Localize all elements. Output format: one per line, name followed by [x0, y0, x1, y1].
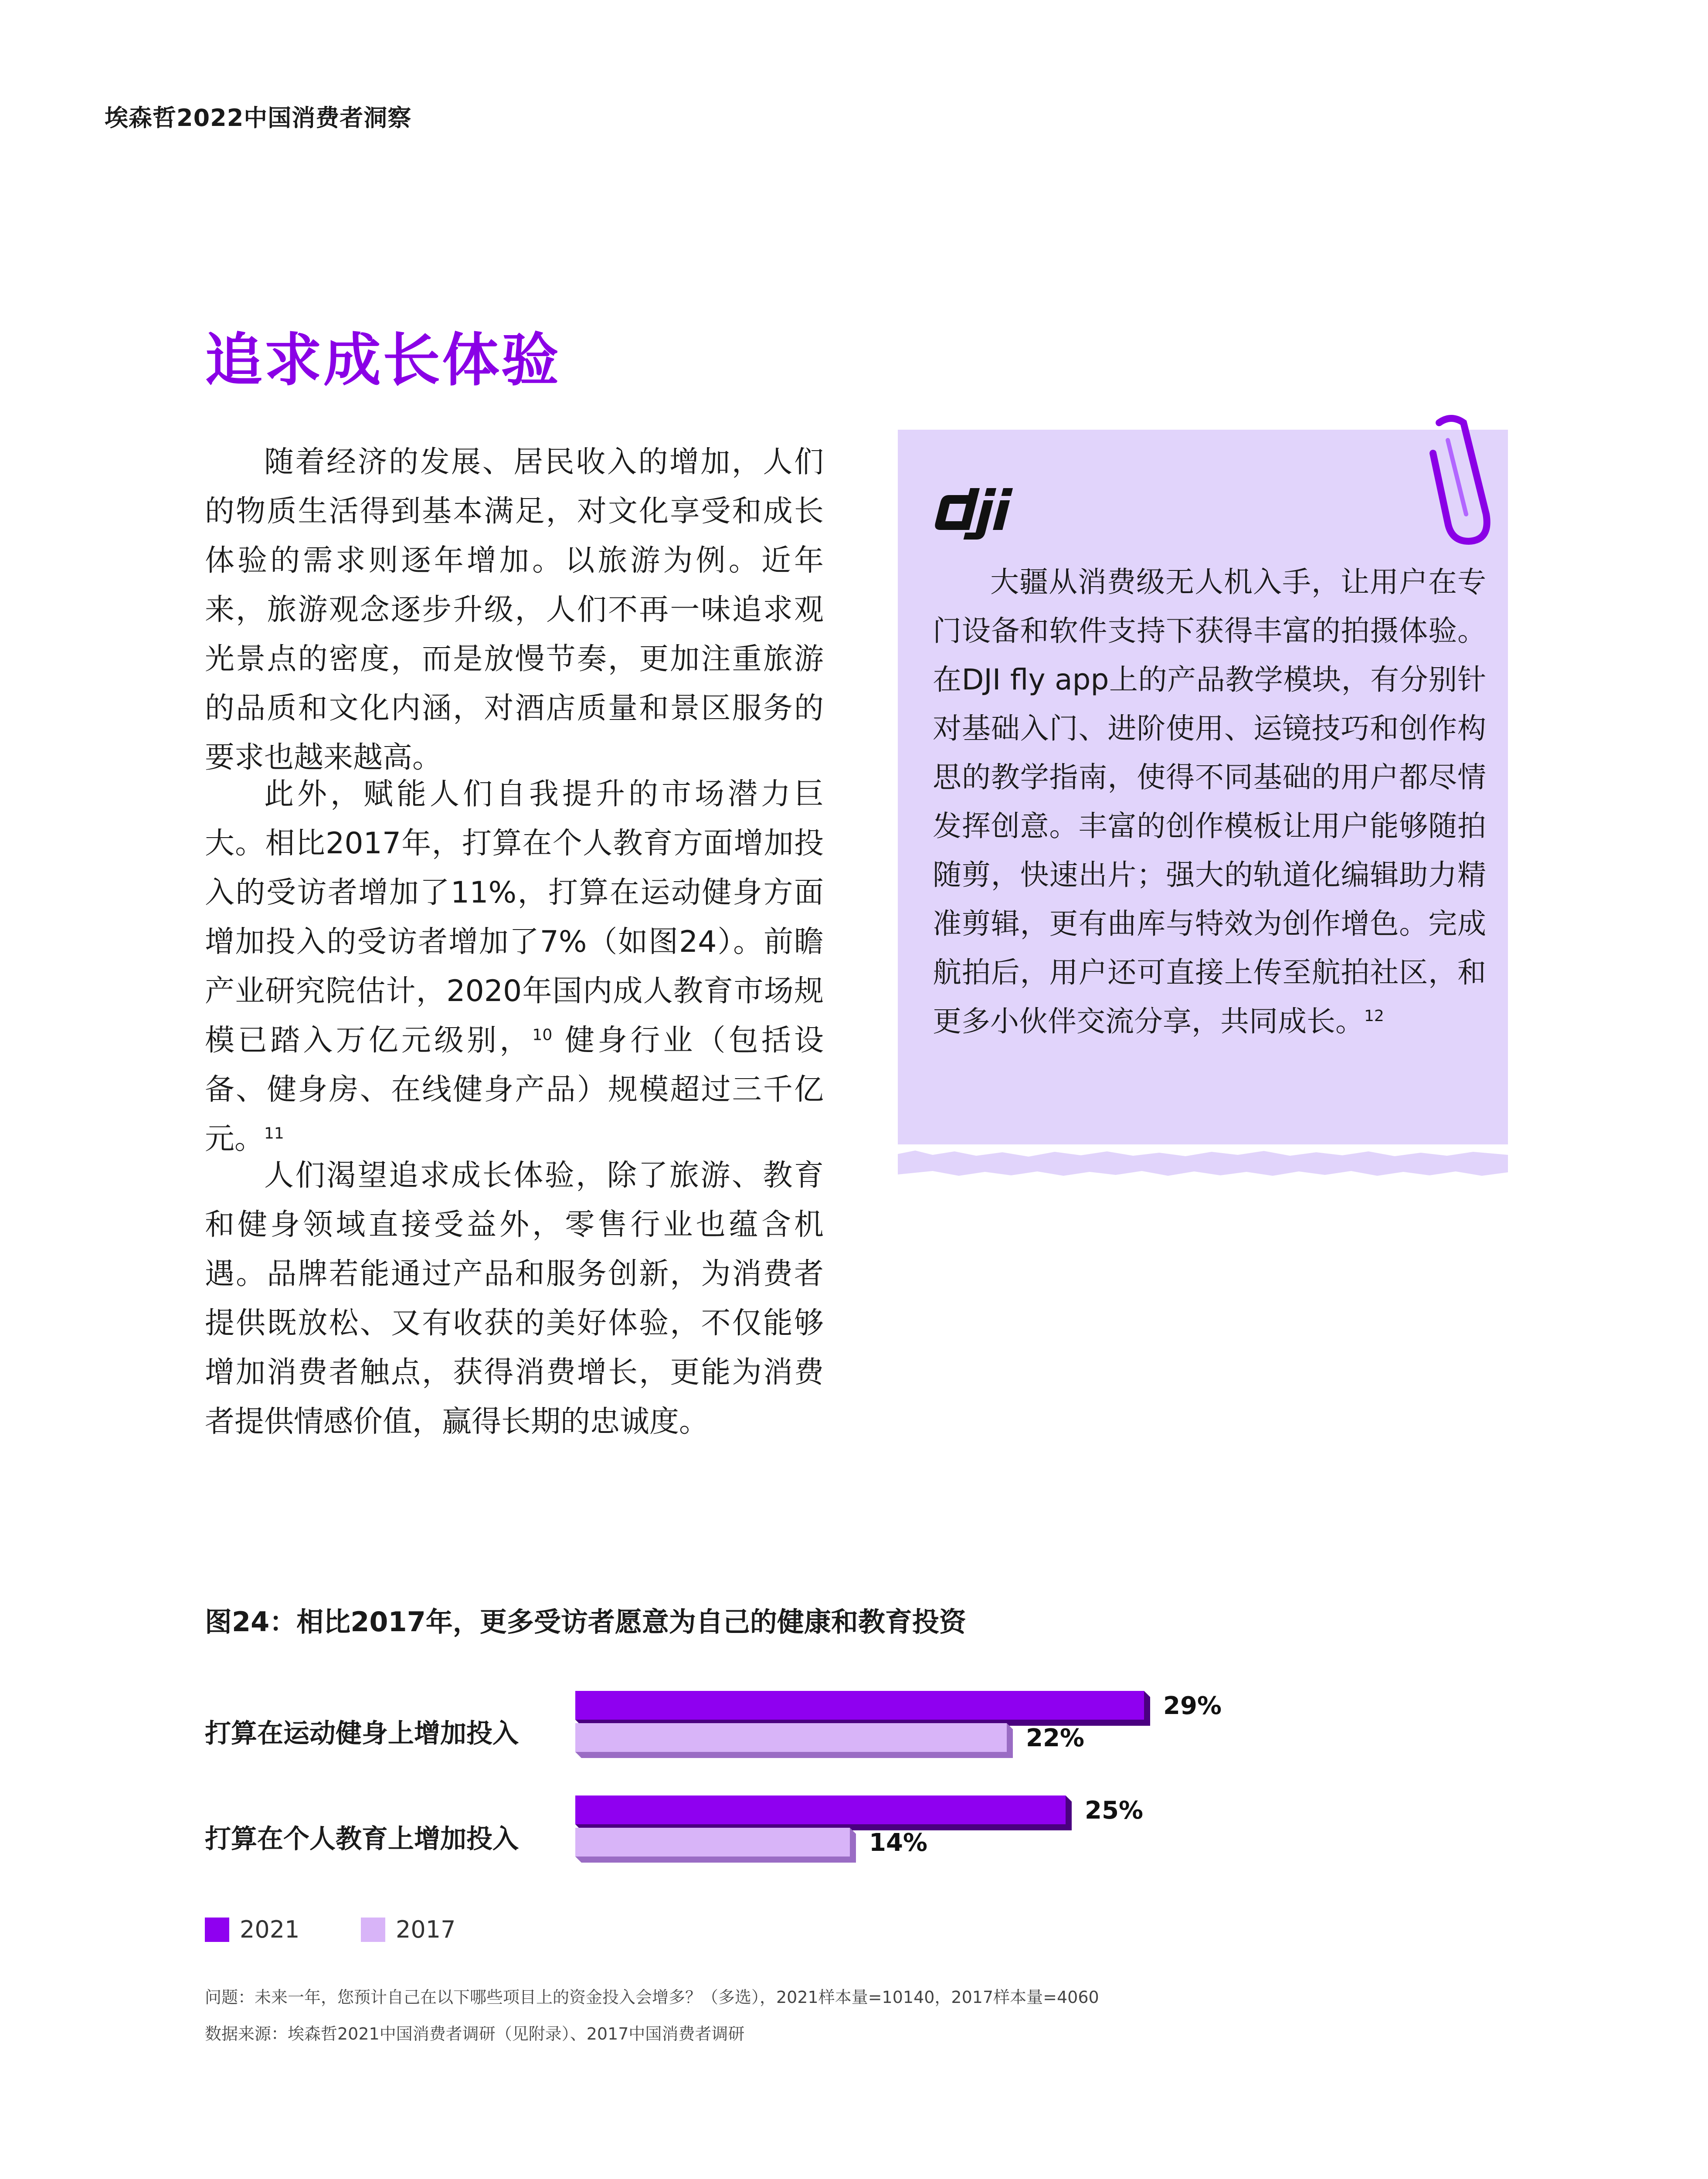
legend-label-2021: 2021: [240, 1916, 300, 1943]
dji-logo-icon: [931, 478, 1053, 543]
legend-swatch-2017: [361, 1918, 385, 1942]
body-paragraph-1: [205, 438, 824, 782]
paragraph-text: [205, 770, 824, 1164]
survey-question-note: 问题：未来一年，您预计自己在以下哪些项目上的资金投入会增多？（多选），2021样本量=10140，2017样本量=4060: [205, 1988, 1099, 2007]
paragraph-text-b: 健身行业（包括设备、健身房、在线健身产品）规模超过三千亿元。: [205, 1023, 824, 1156]
legend-swatch-2021: [205, 1918, 229, 1942]
data-label-2017-0: 22%: [1026, 1724, 1085, 1752]
footnote-ref[interactable]: 10: [532, 1026, 553, 1044]
case-study-body: 大疆从消费级无人机入手，让用户在专门设备和软件支持下获得丰富的拍摄体验。在DJI fly app上的产品教学模块，有分别针对基础入门、进阶使用、运镜技巧和创作构思的教学指南，使得不同基础的用户都尽情发挥创意。丰富的创作模板让用户能够随拍随剪，快速出片；强大的轨道化编辑助力精准剪辑，更有曲库与特效为创作增色。完成航拍后，用户还可直接上传至航拍社区，和更多小伙伴交流分享，共同成长。: [933, 565, 1486, 1038]
paragraph-text: 人们渴望追求成长体验，除了旅游、教育和健身领域直接受益外，零售行业也蕴含机遇。品牌若能通过产品和服务创新，为消费者提供既放松、又有收获的美好体验，不仅能够增加消费者触点，获得消费增长，更能为消费者提供情感价值，赢得长期的忠诚度。: [205, 1158, 824, 1439]
paperclip-icon: [1421, 414, 1495, 545]
footnote-ref[interactable]: 11: [264, 1124, 284, 1143]
data-label-2021-0: 29%: [1163, 1692, 1222, 1720]
category-label-education: 打算在个人教育上增加投入: [205, 1824, 519, 1854]
paragraph-text: 随着经济的发展、居民收入的增加，人们的物质生活得到基本满足，对文化享受和成长体验的需求则逐年增加。以旅游为例。近年来，旅游观念逐步升级，人们不再一味追求观光景点的密度，而是放慢节奏，更加注重旅游的品质和文化内涵，对酒店质量和景区服务的要求也越来越高。: [205, 445, 824, 775]
bar-chart: [575, 1687, 1491, 1878]
data-source-note: 数据来源：埃森哲2021中国消费者调研（见附录）、2017中国消费者调研: [205, 2024, 745, 2043]
bar-2021-1: [575, 1795, 1066, 1824]
paragraph-text-a: 此外，赋能人们自我提升的市场潜力巨大。相比2017年，打算在个人教育方面增加投入的受访者增加了11%，打算在运动健身方面增加投入的受访者增加了7%（如图24）。前瞻产业研究院估计，2020年国内成人教育市场规模已踏入万亿元级别，: [205, 777, 824, 1058]
card-torn-strip: [898, 1151, 1508, 1177]
bar-2021-0: [575, 1691, 1144, 1720]
section-title: 追求成长体验: [205, 327, 560, 394]
bar-2017-1: [575, 1828, 850, 1857]
bar-2017-0: [575, 1723, 1007, 1752]
running-header: 埃森哲2022中国消费者洞察: [105, 104, 412, 132]
category-label-fitness: 打算在运动健身上增加投入: [205, 1718, 519, 1749]
data-label-2021-1: 25%: [1085, 1796, 1144, 1825]
footnote-ref[interactable]: 12: [1364, 1007, 1384, 1025]
body-paragraph-3: [205, 1151, 824, 1446]
case-study-text: [933, 558, 1486, 1046]
legend-label-2017: 2017: [396, 1916, 456, 1943]
chart-title: 图24：相比2017年，更多受访者愿意为自己的健康和教育投资: [205, 1606, 966, 1638]
case-study-paragraph: [933, 558, 1486, 1046]
body-paragraph-2: [205, 770, 824, 1164]
data-label-2017-1: 14%: [869, 1829, 928, 1857]
